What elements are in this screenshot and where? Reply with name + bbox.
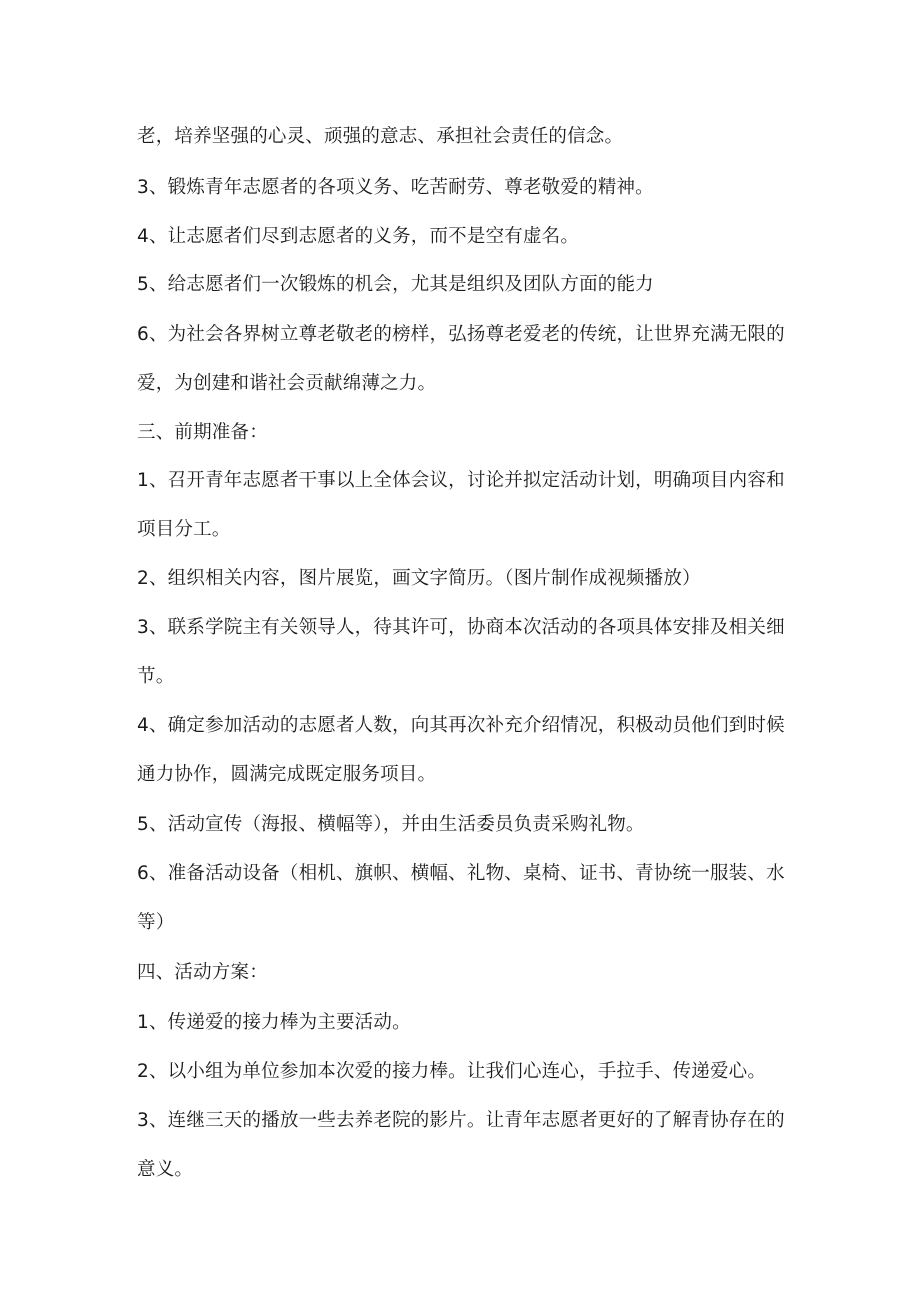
text-line: 1、召开青年志愿者干事以上全体会议，讨论并拟定活动计划，明确项目内容和 <box>137 470 785 491</box>
text-line: 5、活动宣传（海报、横幅等），并由生活委员负责采购礼物。 <box>137 814 645 835</box>
text-line: 2、以小组为单位参加本次爱的接力棒。让我们心连心，手拉手、传递爱心。 <box>137 1061 767 1082</box>
text-line: 2、组织相关内容，图片展览，画文字简历。（图片制作成视频播放） <box>137 568 701 589</box>
text-line: 4、确定参加活动的志愿者人数，向其再次补充介绍情况，积极动员他们到时候 <box>137 715 785 736</box>
text-line: 1、传递爱的接力棒为主要活动。 <box>137 1012 411 1033</box>
text-line: 6、为社会各界树立尊老敬老的榜样，弘扬尊老爱老的传统，让世界充满无限的 <box>137 324 785 345</box>
text-line: 3、锻炼青年志愿者的各项义务、吃苦耐劳、尊老敬爱的精神。 <box>137 177 654 198</box>
section-heading: 三、前期准备： <box>137 422 268 443</box>
text-line: 等） <box>137 912 175 933</box>
text-line: 3、连继三天的播放一些去养老院的影片。让青年志愿者更好的了解青协存在的 <box>137 1110 785 1131</box>
text-line: 意义。 <box>137 1159 194 1180</box>
text-line: 节。 <box>137 666 175 687</box>
text-line: 6、准备活动设备（相机、旗帜、横幅、礼物、桌椅、证书、青协统一服装、水 <box>137 863 785 884</box>
text-line: 爱，为创建和谐社会贡献绵薄之力。 <box>137 373 437 394</box>
text-line: 5、给志愿者们一次锻炼的机会，尤其是组织及团队方面的能力 <box>137 274 654 295</box>
text-line: 4、让志愿者们尽到志愿者的义务，而不是空有虚名。 <box>137 226 580 247</box>
text-line: 3、联系学院主有关领导人，待其许可，协商本次活动的各项具体安排及相关细 <box>137 617 785 638</box>
text-line: 通力协作，圆满完成既定服务项目。 <box>137 764 437 785</box>
text-line: 项目分工。 <box>137 519 231 540</box>
section-heading: 四、活动方案： <box>137 962 268 983</box>
text-line: 老，培养坚强的心灵、顽强的意志、承担社会责任的信念。 <box>137 126 624 147</box>
